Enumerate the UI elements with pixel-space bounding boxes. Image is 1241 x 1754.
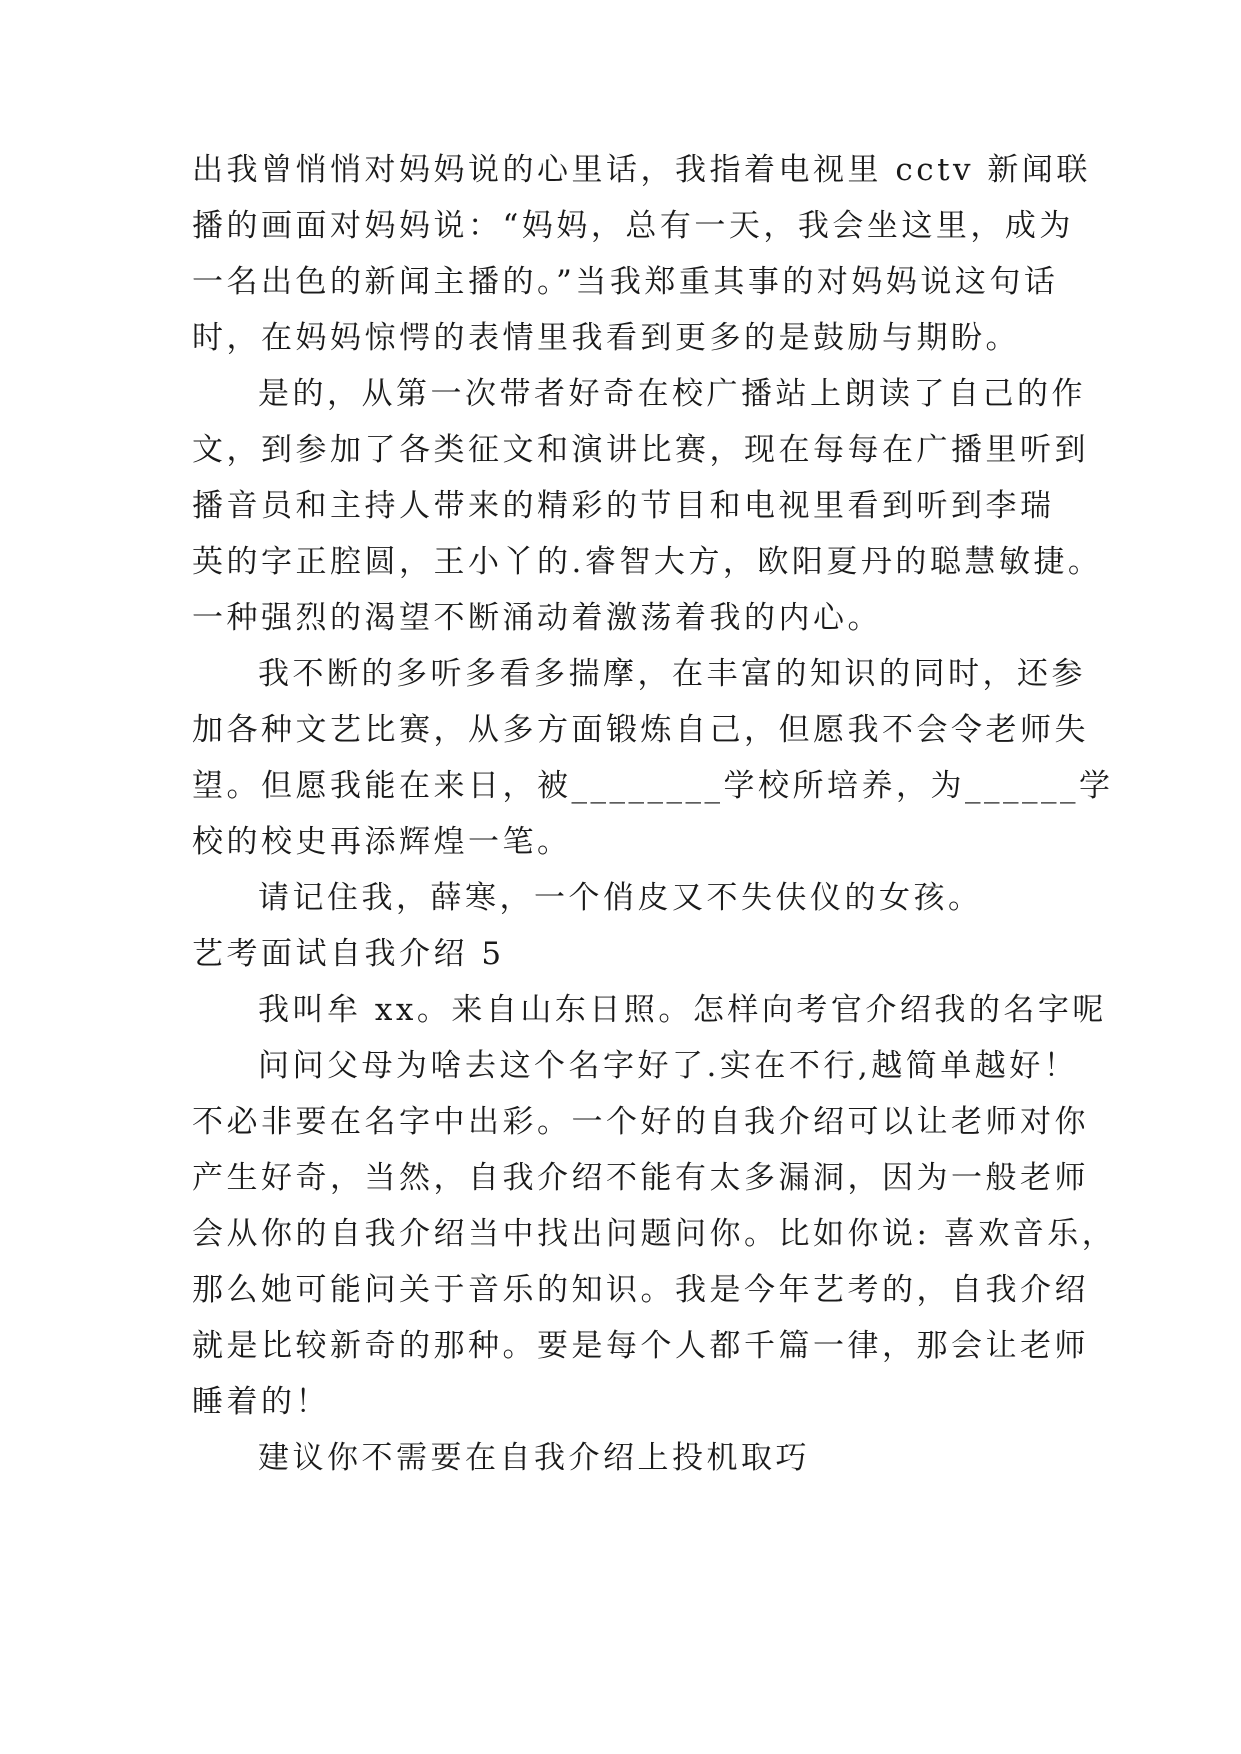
text-line: 加各种文艺比赛，从多方面锻炼自己，但愿我不会令老师失	[192, 712, 1089, 748]
paragraph-start-line: 建议你不需要在自我介绍上投机取巧	[258, 1440, 810, 1476]
paragraph-start-line: 请记住我，薛寒，一个俏皮又不失伕仪的女孩。	[258, 880, 983, 916]
paragraph-start-line: 是的，从第一次带者好奇在校广播站上朗读了自己的作	[258, 376, 1086, 412]
text-line: 时，在妈妈惊愕的表情里我看到更多的是鼓励与期盼。	[192, 320, 1020, 356]
text-line: 一名出色的新闻主播的。”当我郑重其事的对妈妈说这句话	[192, 264, 1059, 300]
text-line: 会从你的自我介绍当中找出问题问你。比如你说: 喜欢音乐，	[192, 1216, 1117, 1252]
text-line: 睡着的！	[192, 1384, 330, 1420]
text-line: 一种强烈的渴望不断涌动着激荡着我的内心。	[192, 600, 882, 636]
text-line: 望。但愿我能在来日，被________学校所培养，为______学	[192, 768, 1114, 804]
section-heading: 艺考面试自我介绍 5	[192, 936, 505, 972]
text-line: 文，到参加了各类征文和演讲比赛，现在每每在广播里听到	[192, 432, 1089, 468]
text-line: 不必非要在名字中出彩。一个好的自我介绍可以让老师对你	[192, 1104, 1089, 1140]
text-line: 就是比较新奇的那种。要是每个人都千篇一律，那会让老师	[192, 1328, 1089, 1364]
text-line: 播音员和主持人带来的精彩的节目和电视里看到听到李瑞	[192, 488, 1055, 524]
text-line: 那么她可能问关于音乐的知识。我是今年艺考的，自我介绍	[192, 1272, 1089, 1308]
text-line: 出我曾悄悄对妈妈说的心里话，我指着电视里 cctv 新闻联	[192, 152, 1091, 188]
text-line: 校的校史再添辉煌一笔。	[192, 824, 572, 860]
paragraph-start-line: 问问父母为啥去这个名字好了.实在不行,越简单越好！	[258, 1048, 1079, 1084]
text-line: 英的字正腔圆，王小丫的.睿智大方，欧阳夏丹的聪慧敏捷。	[192, 544, 1103, 580]
text-line: 产生好奇，当然，自我介绍不能有太多漏洞，因为一般老师	[192, 1160, 1089, 1196]
paragraph-start-line: 我不断的多听多看多揣摩，在丰富的知识的同时，还参	[258, 656, 1086, 692]
paragraph-start-line: 我叫牟 xx。来自山东日照。怎样向考官介绍我的名字呢	[258, 992, 1107, 1028]
text-line: 播的画面对妈妈说：“妈妈，总有一天，我会坐这里，成为	[192, 208, 1074, 244]
